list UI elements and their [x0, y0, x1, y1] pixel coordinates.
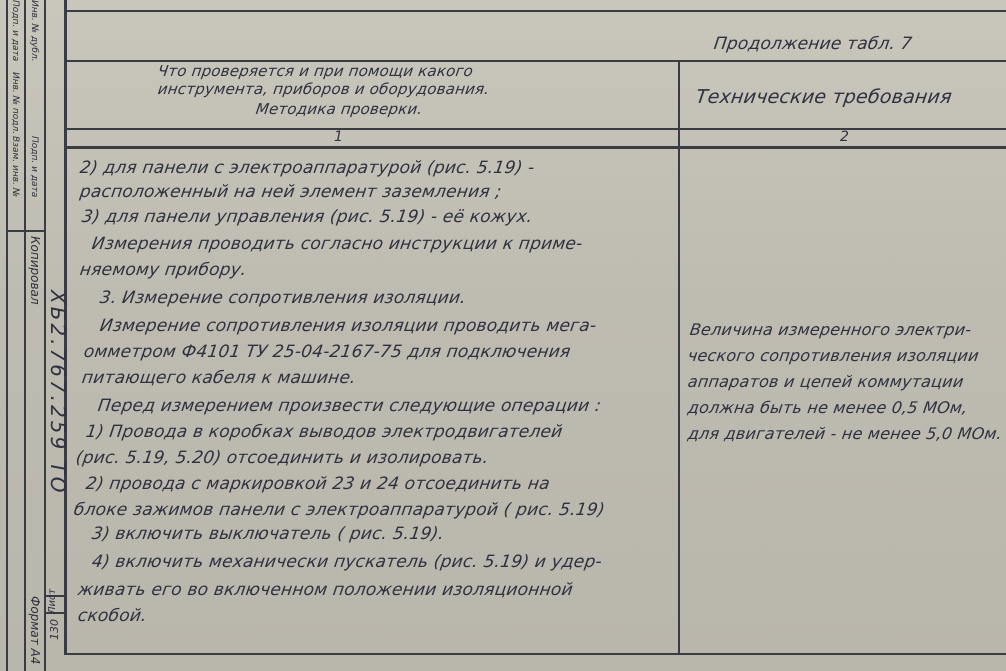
left-line-6: 3. Измерение сопротивления изоляции.	[98, 288, 468, 308]
col2-number: 2	[840, 129, 850, 145]
left-line-10: Перед измерением произвести следующие операции :	[96, 396, 603, 416]
sheet-number: 130	[48, 619, 61, 640]
stamp-label-1: Инв. № подл.	[10, 72, 20, 135]
left-line-3: 3) для панели управления (рис. 5.19) - её кожух.	[80, 207, 534, 227]
stamp-label-4: Инв. № дубл.	[29, 0, 39, 62]
number-row-top-rule	[64, 128, 1006, 130]
left-line-7: Измерение сопротивления изоляции проводить мега-	[98, 316, 598, 336]
col1-title-line-3: Методика проверки.	[254, 100, 424, 118]
col2-title: Технические требования	[694, 86, 954, 108]
number-row-bottom-rule	[64, 146, 1006, 149]
left-line-15: 3) включить выключатель ( рис. 5.19).	[90, 524, 446, 544]
column-divider	[678, 60, 680, 655]
left-line-8: омметром Ф4101 ТУ 25-04-2167-75 для подключения	[82, 342, 572, 362]
table-top-rule	[64, 10, 1006, 12]
left-line-12: (рис. 5.19, 5.20) отсоединить и изолировать.	[74, 448, 490, 468]
left-line-13: 2) провода с маркировкой 23 и 24 отсоединить на	[84, 474, 552, 494]
right-line-2: ческого сопротивления изоляции	[686, 346, 981, 365]
right-line-3: аппаратов и цепей коммутации	[686, 372, 965, 391]
col1-title-line-1: Что проверяется и при помощи какого	[156, 62, 475, 80]
col1-title-line-2: инструмента, приборов и оборудования.	[156, 80, 491, 98]
col1-number: 1	[334, 129, 344, 145]
right-line-1: Величина измеренного электри-	[688, 320, 973, 339]
stamp-label-3: Взам. инв. №	[10, 136, 20, 198]
document-number: ХБ2.767.259 ТО	[46, 290, 70, 496]
sheet-label: Лист	[47, 588, 58, 614]
left-line-2: расположенный на ней элемент заземления ;	[78, 182, 503, 202]
left-line-1: 2) для панели с электроаппаратурой (рис. 5.19) -	[78, 158, 536, 178]
left-line-16: 4) включить механически пускатель (рис. 5.19) и удер-	[90, 552, 604, 572]
page-bottom-rule	[64, 653, 1006, 655]
copied-label: Копировал	[28, 236, 42, 305]
right-line-4: должна быть не менее 0,5 МОм,	[686, 398, 969, 417]
left-line-14: блоке зажимов панели с электроаппаратурой ( рис. 5.19)	[72, 500, 607, 520]
frame-stamp-h1	[6, 230, 46, 232]
stamp-label-5: Подп. и дата	[29, 136, 39, 198]
stamp-label-2: Подп. и дата	[10, 0, 20, 62]
left-line-17: живать его во включенном положении изоляционной	[76, 580, 575, 600]
left-line-4: Измерения проводить согласно инструкции к приме-	[90, 234, 584, 254]
right-line-5: для двигателей - не менее 5,0 МОм.	[686, 424, 1004, 443]
left-line-5: няемому прибору.	[78, 260, 249, 280]
left-line-9: питающего кабеля к машине.	[80, 368, 358, 388]
left-line-11: 1) Провода в коробках выводов электродвигателей	[84, 422, 564, 442]
format-label: Формат А4	[28, 596, 42, 665]
frame-left-edge	[6, 0, 8, 671]
continuation-label: Продолжение табл. 7	[712, 34, 914, 54]
left-line-18: скобой.	[76, 606, 149, 626]
frame-stamp-col-a	[24, 0, 26, 671]
